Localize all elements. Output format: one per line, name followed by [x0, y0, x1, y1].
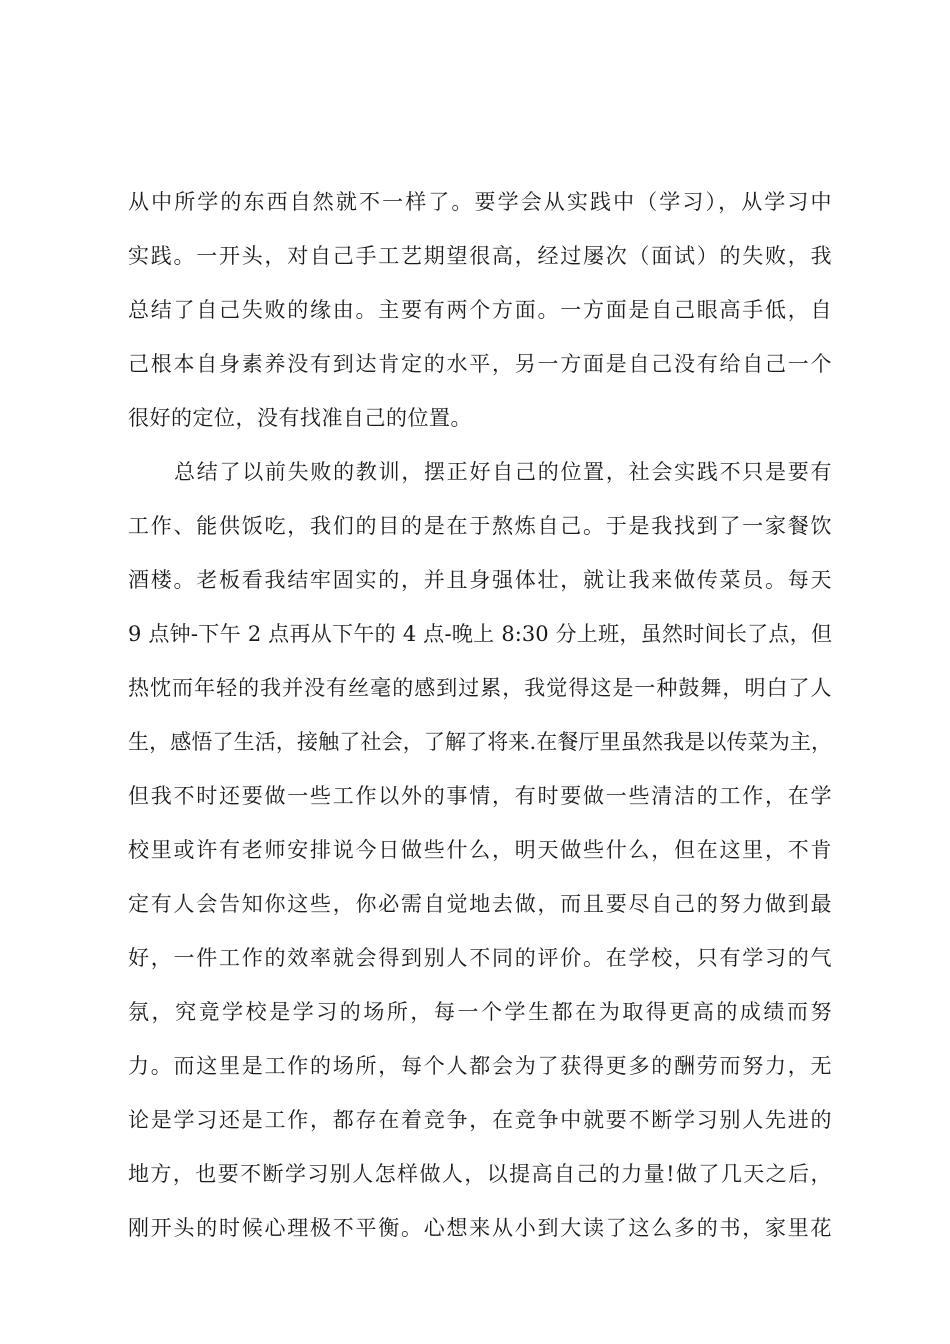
paragraph-2-line-10: 好，一件工作的效率就会得到别人不同的评价。在学校，只有学习的气 [128, 946, 832, 970]
paragraph-2-line-14: 地方，也要不断学习别人怎样做人，以提高自己的力量!做了几天之后， [128, 1162, 832, 1186]
paragraph-2-line-5: 热忱而年轻的我并没有丝毫的感到过累，我觉得这是一种鼓舞，明白了人 [128, 676, 832, 700]
paragraph-2-line-13: 论是学习还是工作，都存在着竞争，在竞争中就要不断学习别人先进的 [128, 1108, 832, 1132]
paragraph-2-line-2: 工作、能供饭吃，我们的目的是在于熬炼自己。于是我找到了一家餐饮 [128, 514, 832, 538]
paragraph-1-line-1: 从中所学的东西自然就不一样了。要学会从实践中（学习），从学习中 [128, 190, 832, 214]
paragraph-2-line-12: 力。而这里是工作的场所，每个人都会为了获得更多的酬劳而努力，无 [128, 1054, 832, 1078]
paragraph-1-line-2: 实践。一开头，对自己手工艺期望很高，经过屡次（面试）的失败，我 [128, 244, 832, 268]
paragraph-2-line-9: 定有人会告知你这些，你必需自觉地去做，而且要尽自己的努力做到最 [128, 892, 832, 916]
paragraph-2-line-15: 刚开头的时候心理极不平衡。心想来从小到大读了这么多的书，家里花 [128, 1216, 832, 1240]
paragraph-2-line-3: 酒楼。老板看我结牢固实的，并且身强体壮，就让我来做传菜员。每天 [128, 568, 832, 592]
paragraph-1-line-4: 己根本自身素养没有到达肯定的水平，另一方面是自己没有给自己一个 [128, 352, 832, 376]
paragraph-2-line-8: 校里或许有老师安排说今日做些什么，明天做些什么，但在这里，不肯 [128, 838, 832, 862]
paragraph-2-line-1: 总结了以前失败的教训，摆正好自己的位置，社会实践不只是要有 [174, 460, 832, 484]
paragraph-1-line-3: 总结了自己失败的缘由。主要有两个方面。一方面是自己眼高手低，自 [128, 298, 832, 322]
paragraph-2-line-7: 但我不时还要做一些工作以外的事情，有时要做一些清洁的工作，在学 [128, 784, 832, 808]
paragraph-2-line-4: 9 点钟-下午 2 点再从下午的 4 点-晚上 8:30 分上班，虽然时间长了点，但 [128, 622, 832, 646]
paragraph-1-line-5: 很好的定位，没有找准自己的位置。 [128, 406, 472, 430]
paragraph-2-line-11: 氛，究竟学校是学习的场所，每一个学生都在为取得更高的成绩而努 [128, 1000, 832, 1024]
paragraph-2-line-6: 生，感悟了生活，接触了社会，了解了将来.在餐厅里虽然我是以传菜为主， [128, 730, 832, 754]
